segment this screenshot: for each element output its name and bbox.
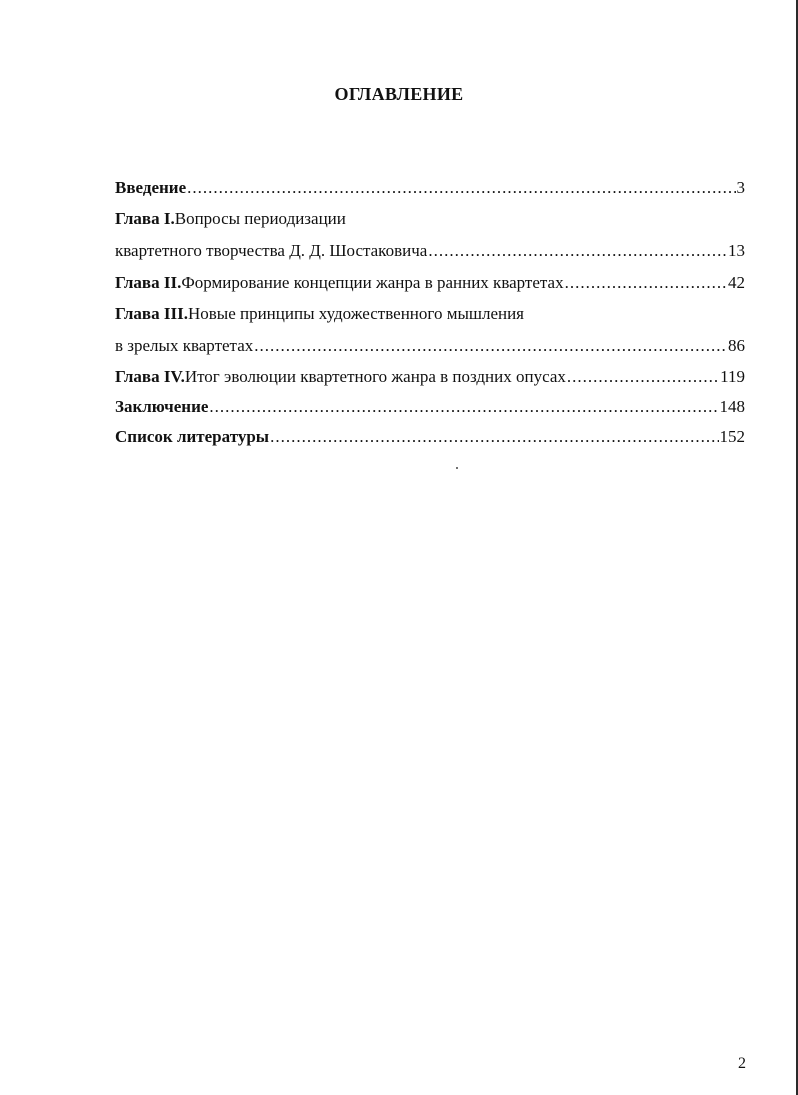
- toc-leader-dots: [428, 239, 727, 263]
- toc-leader-dots: [567, 365, 719, 389]
- toc-entry-chapter-3[interactable]: [115, 302, 745, 326]
- toc-entry-bibliography[interactable]: [115, 425, 745, 449]
- toc-leader-dots: [187, 176, 735, 200]
- toc-entry-title: Итог эволюции квартетного жанра в поздних опусах: [184, 367, 566, 386]
- toc-entry-label: Глава III.: [115, 304, 188, 323]
- toc-entry-label: Введение: [115, 178, 187, 197]
- toc-entry-label: Глава I.: [115, 209, 175, 228]
- toc-entry-label: Глава IV.: [115, 367, 185, 386]
- toc-leader-dots: [270, 425, 718, 449]
- toc-entry-chapter-2[interactable]: [115, 271, 745, 295]
- toc-entry-page: 3: [736, 178, 745, 197]
- page-number: 2: [738, 1055, 746, 1072]
- toc-entry-introduction[interactable]: [115, 176, 745, 200]
- toc-leader-dots: [209, 395, 718, 419]
- toc-entry-label: Список литературы: [115, 427, 270, 446]
- toc-entry-chapter-3-cont[interactable]: [115, 334, 745, 358]
- toc-entry-label: Глава II.: [115, 273, 182, 292]
- toc-entry-title: в зрелых квартетах: [115, 336, 254, 355]
- toc-entry-title: Вопросы периодизации: [174, 209, 346, 228]
- toc-entry-title: квартетного творчества Д. Д. Шостаковича: [115, 241, 428, 260]
- toc-leader-dots: [254, 334, 727, 358]
- toc-entry-page: 152: [719, 427, 745, 446]
- toc-entry-page: 86: [728, 336, 745, 355]
- toc-entry-conclusion[interactable]: [115, 395, 745, 419]
- toc-entry-chapter-1[interactable]: [115, 207, 745, 231]
- toc-entry-page: 13: [728, 241, 745, 260]
- page-title: ОГЛАВЛЕНИЕ: [334, 84, 464, 104]
- toc-entry-page: 148: [719, 397, 745, 416]
- toc-entry-title: Новые принципы художественного мышления: [187, 304, 525, 323]
- toc-entry-title: Формирование концепции жанра в ранних квартетах: [181, 273, 564, 292]
- toc-entry-page: 119: [720, 367, 745, 386]
- toc-entry-page: 42: [728, 273, 745, 292]
- toc-leader-dots: [565, 271, 727, 295]
- toc-entry-chapter-1-cont[interactable]: [115, 239, 745, 263]
- toc-entry-label: Заключение: [115, 397, 209, 416]
- toc-entry-chapter-4[interactable]: [115, 365, 745, 389]
- scan-speck: [456, 467, 458, 469]
